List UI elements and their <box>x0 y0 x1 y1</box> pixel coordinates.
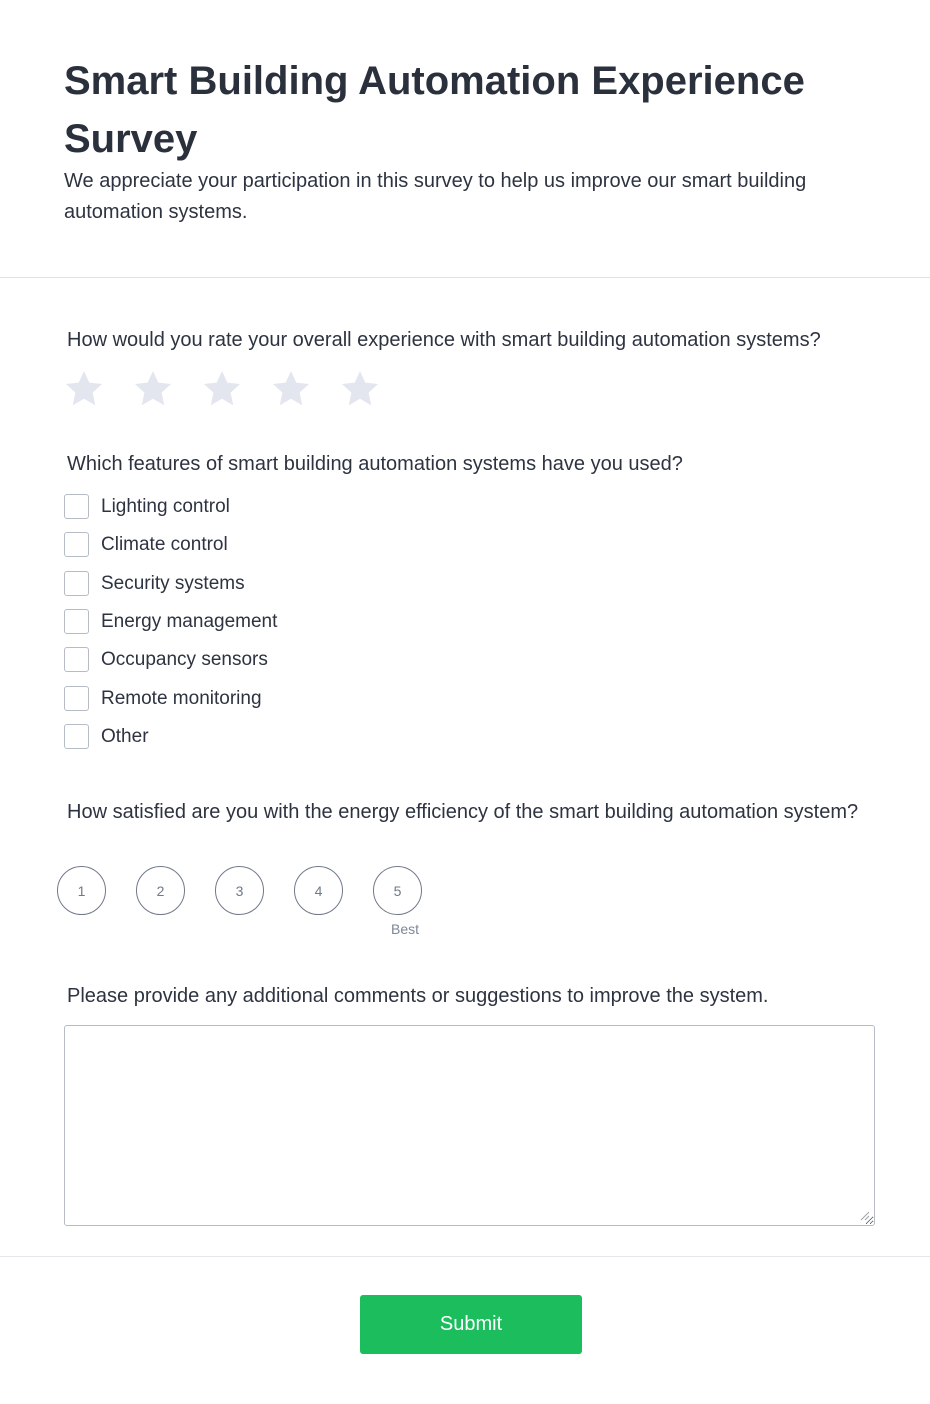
rating-option-3[interactable]: 3 <box>215 866 264 915</box>
star-icon <box>64 369 104 409</box>
star-rating-2[interactable] <box>133 369 173 409</box>
checkbox-occupancy-sensors[interactable] <box>64 647 464 673</box>
checkbox-energy-management[interactable] <box>64 609 464 635</box>
checkbox-box[interactable] <box>64 532 89 557</box>
rating-option-2[interactable]: 2 <box>136 866 185 915</box>
rating-option-4[interactable]: 4 <box>294 866 343 915</box>
star-rating-3[interactable] <box>202 369 242 409</box>
resize-handle-icon[interactable] <box>858 1209 870 1221</box>
comments-textarea[interactable] <box>64 1025 875 1226</box>
submit-button[interactable]: Submit <box>360 1295 582 1354</box>
survey-header <box>0 0 930 278</box>
rating-option-5[interactable]: 5 <box>373 866 422 915</box>
footer-divider <box>0 1256 930 1257</box>
checkbox-security-systems[interactable] <box>64 571 464 597</box>
page-title: Smart Building Automation Experience Survey <box>64 59 805 161</box>
star-rating-5[interactable] <box>340 369 380 409</box>
checkbox-label: Security systems <box>101 573 245 594</box>
star-icon <box>202 369 242 409</box>
checkbox-label: Climate control <box>101 534 228 555</box>
checkbox-box[interactable] <box>64 724 89 749</box>
question-additional-comments: Please provide any additional comments or suggestions to improve the system. <box>67 985 769 1007</box>
star-icon <box>133 369 173 409</box>
checkbox-label: Lighting control <box>101 496 230 517</box>
question-features-used: Which features of smart building automation systems have you used? <box>67 453 683 475</box>
question-overall-experience: How would you rate your overall experience with smart building automation systems? <box>67 329 821 351</box>
checkbox-box[interactable] <box>64 609 89 634</box>
rating-option-1[interactable]: 1 <box>57 866 106 915</box>
checkbox-remote-monitoring[interactable] <box>64 686 464 712</box>
checkbox-lighting-control[interactable] <box>64 494 464 520</box>
question-energy-efficiency: How satisfied are you with the energy efficiency of the smart building automation system? <box>67 801 859 823</box>
checkbox-label: Remote monitoring <box>101 688 262 709</box>
checkbox-other[interactable] <box>64 724 464 750</box>
star-rating-1[interactable] <box>64 369 104 409</box>
star-rating-4[interactable] <box>271 369 311 409</box>
checkbox-box[interactable] <box>64 647 89 672</box>
best-label: Best <box>391 921 420 937</box>
checkbox-box[interactable] <box>64 686 89 711</box>
star-icon <box>340 369 380 409</box>
checkbox-box[interactable] <box>64 571 89 596</box>
star-icon <box>271 369 311 409</box>
page-subtitle: We appreciate your participation in this survey to help us improve our smart building automation systems. <box>64 170 807 223</box>
checkbox-label: Occupancy sensors <box>101 649 268 670</box>
checkbox-box[interactable] <box>64 494 89 519</box>
checkbox-label: Other <box>101 726 149 747</box>
checkbox-climate-control[interactable] <box>64 532 464 558</box>
checkbox-label: Energy management <box>101 611 278 632</box>
